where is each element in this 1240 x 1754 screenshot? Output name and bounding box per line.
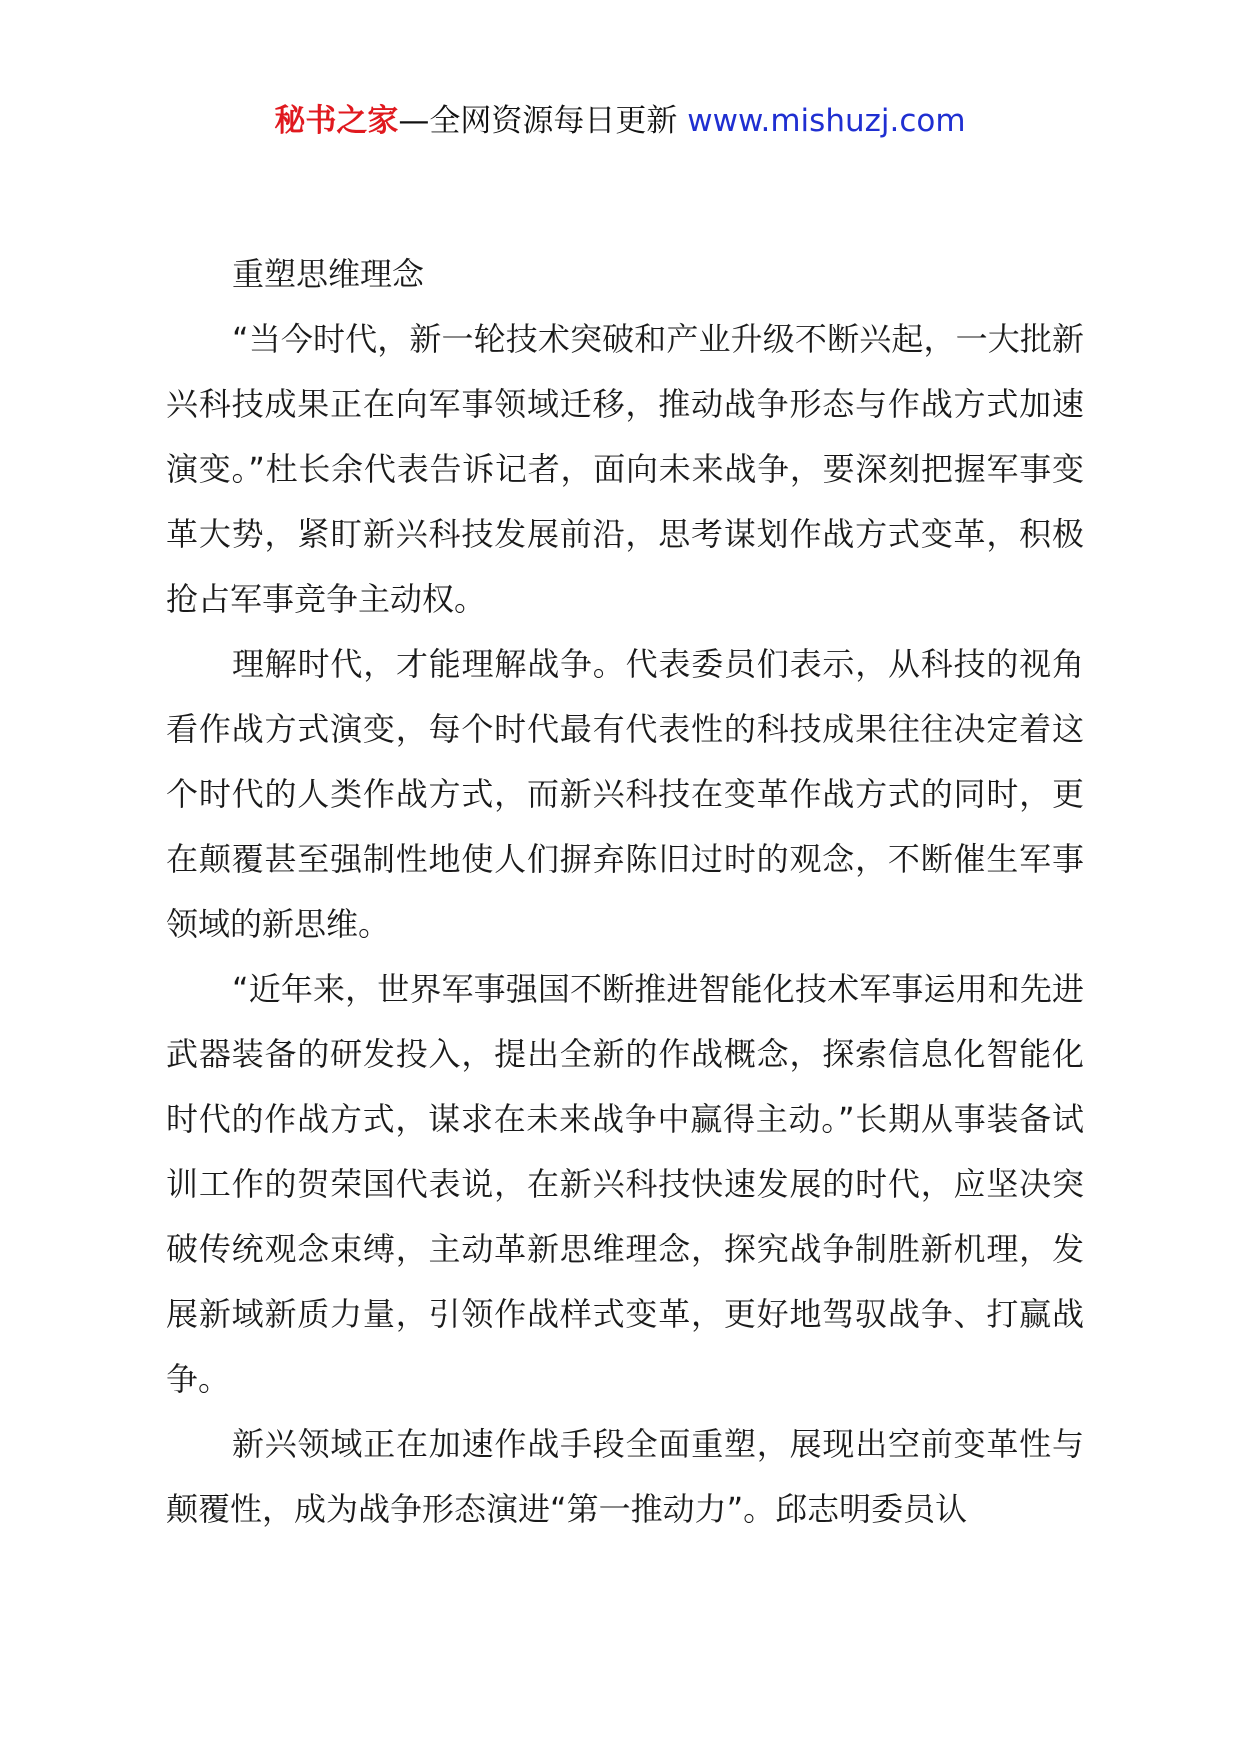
page-header	[0, 98, 1240, 144]
brand-name: 秘书之家	[274, 103, 399, 139]
header-tagline: —全网资源每日更新	[398, 103, 688, 139]
paragraph: “当今时代，新一轮技术突破和产业升级不断兴起，一大批新兴科技成果正在向军事领域迁移，推动战争形态与作战方式加速演变。”杜长余代表告诉记者，面向未来战争，要深刻把握军事变革大势，紧盯新兴科技发展前沿，思考谋划作战方式变革，积极抢占军事竞争主动权。	[166, 320, 1084, 618]
section-heading: 重塑思维理念	[232, 255, 425, 293]
article-body	[166, 242, 1084, 1542]
paragraph: “近年来，世界军事强国不断推进智能化技术军事运用和先进武器装备的研发投入，提出全新的作战概念，探索信息化智能化时代的作战方式，谋求在未来战争中赢得主动。”长期从事装备试训工作的贺荣国代表说，在新兴科技快速发展的时代，应坚决突破传统观念束缚，主动革新思维理念，探究战争制胜新机理，发展新域新质力量，引领作战样式变革，更好地驾驭战争、打赢战争。	[166, 970, 1084, 1398]
site-url-link[interactable]: www.mishuzj.com	[687, 103, 966, 139]
paragraph: 理解时代，才能理解战争。代表委员们表示，从科技的视角看作战方式演变，每个时代最有代表性的科技成果往往决定着这个时代的人类作战方式，而新兴科技在变革作战方式的同时，更在颠覆甚至强制性地使人们摒弃陈旧过时的观念，不断催生军事领域的新思维。	[166, 645, 1084, 943]
paragraph: 新兴领域正在加速作战手段全面重塑，展现出空前变革性与颠覆性，成为战争形态演进“第一推动力”。邱志明委员认	[166, 1425, 1084, 1528]
